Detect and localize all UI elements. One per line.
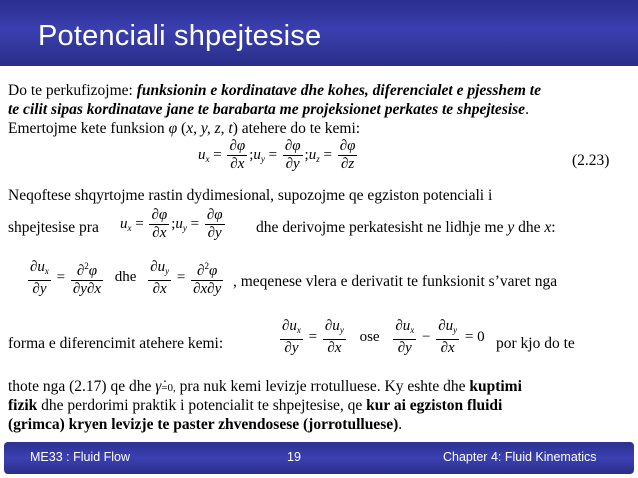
paragraph-2-line-2	[8, 218, 99, 237]
equation-4-tail: por kjo do te	[496, 335, 575, 352]
text-ose: ose	[359, 328, 380, 345]
text-dhe: dhe	[114, 269, 137, 286]
title-bar	[0, 0, 638, 66]
equation-number: (2.23)	[572, 152, 610, 169]
equation-4-lead: forma e diferencimit atehere kemi:	[8, 335, 224, 352]
equation-second-derivatives: $\frac{\partial u_x}{\partial y}$ = $\frac{\partial^2\varphi}{\partial y\partial x}$ dhe $\frac{\partial u_y}{\partial x}$ = $\frac{\partial^2\varphi}{\partial x\partial y}$	[30, 258, 222, 297]
var-y: y	[507, 219, 515, 236]
paragraph-1-line-3	[8, 119, 360, 138]
text-intro: Do te perkufizojme:	[8, 82, 137, 99]
equals-zero: = 0	[464, 328, 485, 345]
colon: :	[551, 219, 556, 236]
text-and: dhe	[514, 219, 545, 236]
phi-symbol: φ	[168, 120, 178, 137]
equation-irrotational: $\frac{\partial u_x}{\partial y}$ = $\frac{\partial u_y}{\partial x}$ ose $\frac{\partial u_x}{\partial y}$ − $\frac{\partial u_y}{\partial x}$ = 0	[282, 318, 485, 356]
text-means: thote nga (2.17) qe dhe	[8, 378, 156, 395]
text-no-rotation: pra nuk kemi levizje rrotulluese. Ky eshte dhe	[175, 378, 470, 395]
footer	[0, 438, 638, 478]
equation-2d-potential: $u_x$ = $\frac{\partial\varphi}{\partial x}$ $;u_y$ = $\frac{\partial\varphi}{\partial y}$	[120, 207, 223, 241]
text-when-exists: kur ai egziston fluidi	[366, 397, 503, 414]
text-velocity: shpejtesise pra	[8, 219, 99, 236]
text-kuptimi: kuptimi	[469, 378, 522, 395]
definition-part-2: te cilit sipas kordinatave jane te barabarta me projeksionet perkates te shpejtesise	[8, 101, 526, 118]
var-x: x	[544, 219, 552, 236]
paragraph-2-line-2-tail	[256, 218, 556, 237]
slide-title: Potenciali shpejtesise	[38, 20, 322, 52]
text-then: ) atehere do te kemi:	[232, 120, 361, 137]
period: .	[525, 101, 529, 118]
paragraph-1-line-1	[8, 81, 541, 100]
text-pure-translation: (grimca) kryen levizje te paster zhvendosese (jorrotulluese)	[8, 416, 399, 433]
text-derive: dhe derivojme perkatesisht ne lidhje me	[256, 219, 508, 236]
paren-open: (	[177, 120, 187, 137]
paragraph-2-line-1: Neqoftese shqyrtojme rastin dydimesional, supozojme qe egziston potenciali i	[8, 187, 493, 204]
variables: x, y, z, t	[186, 120, 233, 137]
gamma-dot-symbol: γ̇	[155, 378, 162, 395]
definition-part-1: funksionin e kordinatave dhe kohes, diferencialet e pjesshem te	[136, 82, 541, 99]
text-naming: Emertojme kete funksion	[8, 120, 169, 137]
equals-zero-small: =0,	[161, 382, 176, 394]
paragraph-3-line-3	[8, 415, 402, 434]
paragraph-3-line-2	[8, 396, 502, 415]
equation-2-23: $u_x$ = $\frac{\partial\varphi}{\partial x}$ $;u_y$ = $\frac{\partial\varphi}{\partial y}$ $;u_z$ = $\frac{\partial\varphi}{\partial z}$	[198, 138, 356, 172]
final-period: .	[398, 416, 403, 433]
text-practical: dhe perdorimi praktik i potencialit te shpejtesise, qe	[37, 397, 367, 414]
footer-course: ME33 : Fluid Flow	[30, 450, 131, 464]
paragraph-1-line-2	[8, 100, 529, 119]
footer-page-number: 19	[287, 450, 301, 464]
text-fizik: fizik	[8, 397, 38, 414]
footer-chapter: Chapter 4: Fluid Kinematics	[443, 450, 597, 464]
paragraph-3-line-1	[8, 377, 522, 398]
equation-3-tail: , meqenese vlera e derivatit te funksionit s’varet nga	[233, 273, 558, 290]
